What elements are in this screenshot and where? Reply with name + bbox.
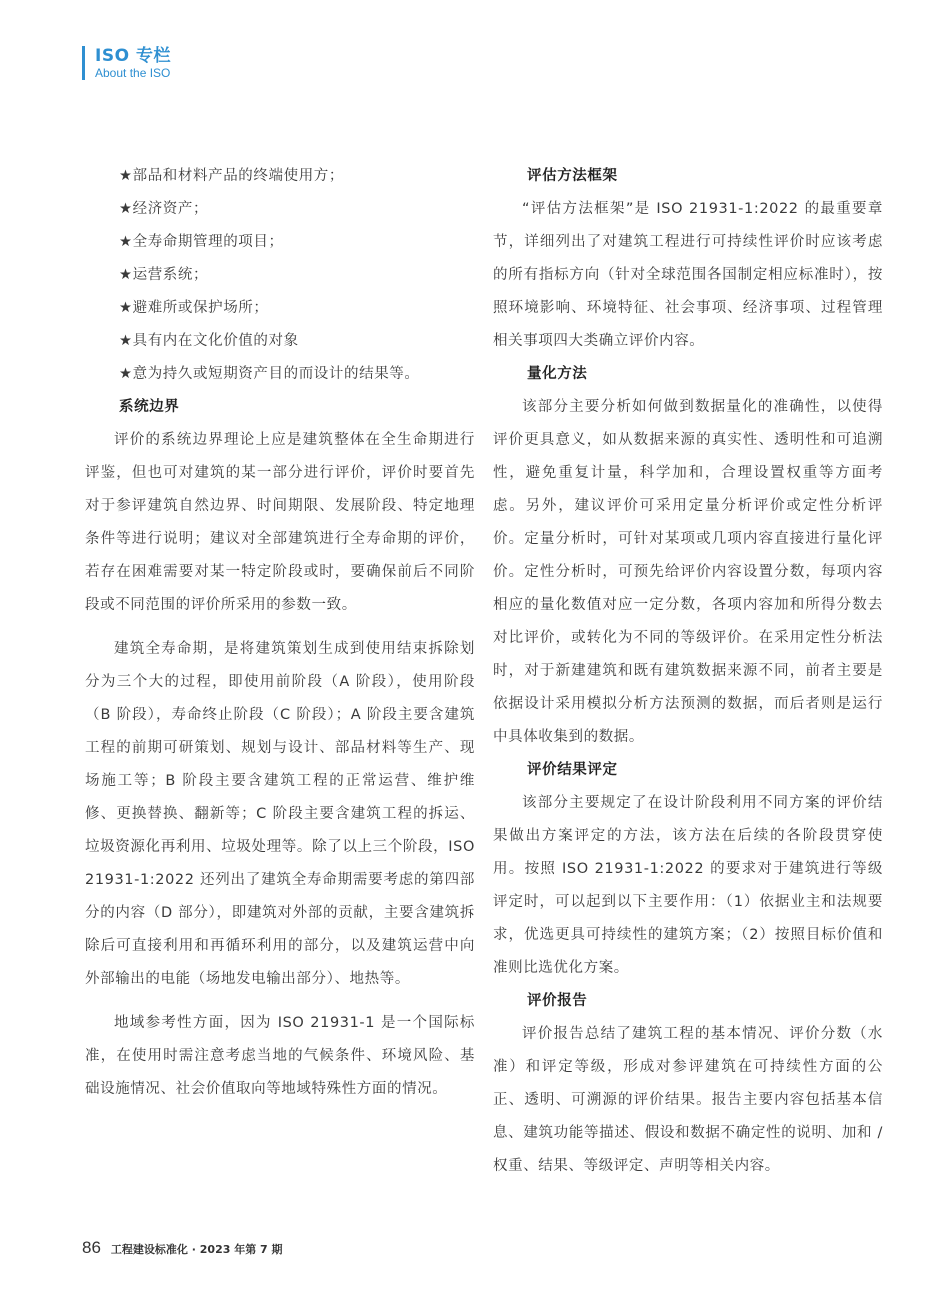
column-title: ISO 专栏 [95,46,171,66]
paragraph: 该部分主要规定了在设计阶段利用不同方案的评价结果做出方案评定的方法，该方法在后续的各阶段贯穿使用。按照 ISO 21931-1:2022 的要求对于建筑进行等级评定时，可以起到以下主要作用：（1）依据业主和法规要求，优选更具可持续性的建筑方案；（2）按照目标价值和准则比选优化方案。 [493,795,883,976]
paragraph: 评价的系统边界理论上应是建筑整体在全生命期进行评鉴，但也可对建筑的某一部分进行评价，评价时要首先对于参评建筑自然边界、时间期限、发展阶段、特定地理条件等进行说明；建议对全部建筑进行全寿命期的评价，若存在困难需要对某一特定阶段或时，要确保前后不同阶段或不同范围的评价所采用的参数一致。 [85,432,475,613]
paragraph: 建筑全寿命期，是将建筑策划生成到使用结束拆除划分为三个大的过程，即使用前阶段（A 阶段），使用阶段（B 阶段），寿命终止阶段（C 阶段）；A 阶段主要含建筑工程的前期可研策划、规划与设计、部品材料等生产、现场施工等；B 阶段主要含建筑工程的正常运营、维护维修、更换替换、翻新等；C 阶段主要含建筑工程的拆运、垃圾资源化再利用、垃圾处理等。除了以上三个阶段，ISO 21931-1:2022 还列出了建筑全寿命期需要考虑的第四部分的内容（D 部分），即建筑对外部的贡献，主要含建筑拆除后可直接利用和再循环利用的部分，以及建筑运营中向外部输出的电能（场地发电输出部分）、地热等。 [85,641,475,987]
left-column [85,160,475,1106]
journal-name: 工程建设标准化 · 2023 年第 7 期 [110,1243,283,1256]
page-number: 86 [82,1238,101,1257]
bullet-item: ★运营系统； [119,267,209,283]
paragraph: “评估方法框架”是 ISO 21931-1:2022 的最重要章节，详细列出了对建筑工程进行可持续性评价时应该考虑的所有指标方向（针对全球范围各国制定相应标准时），按照环境影响、环境特征、社会事项、经济事项、过程管理相关事项四大类确立评价内容。 [493,201,883,349]
bullet-item: ★意为持久或短期资产目的而设计的结果等。 [119,366,420,382]
column-header [82,46,171,80]
column-subtitle: About the ISO [95,66,171,80]
bullet-item: ★部品和材料产品的终端使用方； [119,168,344,184]
paragraph-gap [85,622,475,633]
section-heading-result-rating: 评价结果评定 [527,762,618,778]
section-heading-quantification: 量化方法 [527,366,588,382]
paragraph: 地域参考性方面，因为 ISO 21931-1 是一个国际标准，在使用时需注意考虑当地的气候条件、环境风险、基础设施情况、社会价值取向等地域特殊性方面的情况。 [85,1015,475,1097]
right-column [493,160,883,1183]
section-heading-system-boundary: 系统边界 [119,399,180,415]
bullet-item: ★经济资产； [119,201,209,217]
bullet-item: ★具有内在文化价值的对象 [119,333,299,349]
section-heading-report: 评价报告 [527,993,588,1009]
paragraph-gap [85,996,475,1007]
paragraph: 该部分主要分析如何做到数据量化的准确性，以使得评价更具意义，如从数据来源的真实性、透明性和可追溯性，避免重复计量，科学加和，合理设置权重等方面考虑。另外，建议评价可采用定量分析评价或定性分析评价。定量分析时，可针对某项或几项内容直接进行量化评价。定性分析时，可预先给评价内容设置分数，每项内容相应的量化数值对应一定分数，各项内容加和所得分数去对比评价，或转化为不同的等级评价。在采用定性分析法时，对于新建建筑和既有建筑数据来源不同，前者主要是依据设计采用模拟分析方法预测的数据，而后者则是运行中具体收集到的数据。 [493,399,883,745]
paragraph: 评价报告总结了建筑工程的基本情况、评价分数（水准）和评定等级，形成对参评建筑在可持续性方面的公正、透明、可溯源的评价结果。报告主要内容包括基本信息、建筑功能等描述、假设和数据不确定性的说明、加和 / 权重、结果、等级评定、声明等相关内容。 [493,1026,883,1174]
page-footer [82,1238,283,1258]
bullet-item: ★全寿命期管理的项目； [119,234,284,250]
bullet-item: ★避难所或保护场所； [119,300,269,316]
section-heading-framework: 评估方法框架 [527,168,618,184]
